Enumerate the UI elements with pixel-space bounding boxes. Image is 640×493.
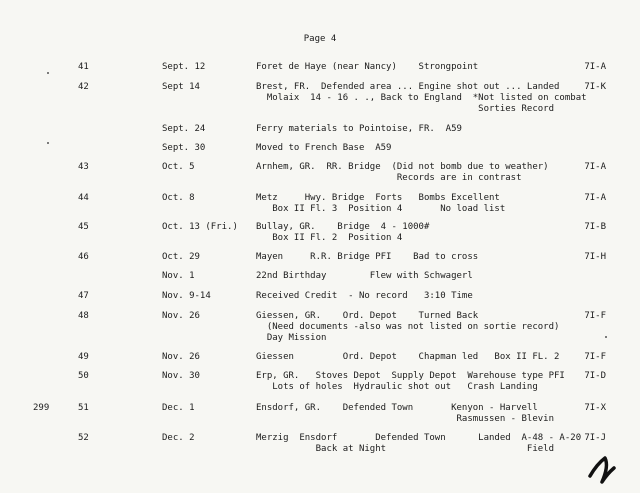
description-line: Rasmussen - Blevin	[256, 414, 555, 424]
entry-number: 50	[78, 371, 89, 381]
description-line: Lots of holes Hydraulic shot out Crash Landing	[256, 382, 538, 392]
entry-code: 7I-J	[584, 433, 606, 443]
entry-date: Oct. 5	[162, 162, 195, 172]
entry-description	[256, 62, 556, 73]
entry-number: 43	[78, 162, 89, 172]
description-line: (Need documents -also was not listed on sortie record)	[256, 322, 560, 332]
entry-date: Nov. 30	[162, 371, 200, 381]
entry-code: 7I-B	[584, 222, 606, 232]
log-entry	[0, 371, 640, 401]
entry-code: 7I-X	[584, 403, 606, 413]
paper-speck	[47, 72, 49, 74]
entry-description	[256, 271, 556, 282]
entry-number: 41	[78, 62, 89, 72]
entry-description	[256, 352, 560, 363]
description-line: Brest, FR. Defended area ... Engine shot out ... Landed	[256, 82, 560, 92]
entry-number: 42	[78, 82, 89, 92]
entry-number: 48	[78, 311, 89, 321]
entry-description	[256, 371, 565, 393]
entry-date: Oct. 13 (Fri.)	[162, 222, 238, 232]
log-entry	[0, 82, 640, 112]
description-line: Erp, GR. Stoves Depot Supply Depot Warehouse type PFI	[256, 371, 565, 381]
entry-description	[256, 124, 556, 135]
entry-number: 45	[78, 222, 89, 232]
page-label: Page 4	[303, 34, 337, 44]
entry-description	[256, 193, 556, 215]
entry-description	[256, 291, 556, 302]
entry-number: 46	[78, 252, 89, 262]
entry-description	[256, 311, 560, 344]
description-line: Sorties Record	[256, 104, 555, 114]
description-line: Back at Night Field	[256, 444, 555, 454]
entry-date: Sept. 24	[162, 124, 206, 134]
entry-number: 44	[78, 193, 89, 203]
entry-number: 47	[78, 291, 89, 301]
description-line: Mayen R.R. Bridge PFI Bad to cross	[256, 252, 479, 262]
side-note: 299	[33, 403, 50, 413]
entry-description	[256, 143, 556, 154]
entry-description	[256, 252, 556, 263]
handwritten-mark	[585, 448, 621, 488]
entry-description	[256, 222, 556, 244]
entry-date: Dec. 2	[162, 433, 195, 443]
description-line: Foret de Haye (near Nancy) Strongpoint	[256, 62, 479, 72]
entry-date: Nov. 26	[162, 311, 200, 321]
description-line: Day Mission	[256, 333, 327, 343]
description-line: Giessen Ord. Depot Chapman led Box II FL. 2	[256, 352, 560, 362]
entry-code: 7I-A	[584, 193, 606, 203]
entry-code: 7I-H	[584, 252, 606, 262]
description-line: Box II Fl. 3 Position 4 No load list	[256, 204, 506, 214]
log-entry	[0, 162, 640, 192]
paper-speck	[47, 142, 49, 144]
entry-description	[256, 433, 582, 455]
description-line: Arnhem, GR. RR. Bridge (Did not bomb due to weather)	[256, 162, 549, 172]
entry-date: Nov. 26	[162, 352, 200, 362]
description-line: Molaix 14 - 16 . ., Back to England *Not listed on combat	[256, 93, 587, 103]
entry-code: 7I-D	[584, 371, 606, 381]
entry-date: Oct. 8	[162, 193, 195, 203]
description-line: Received Credit - No record 3:10 Time	[256, 291, 473, 301]
entry-number: 52	[78, 433, 89, 443]
log-entry	[0, 403, 640, 433]
description-line: Ensdorf, GR. Defended Town Kenyon - Harvell	[256, 403, 538, 413]
log-entry	[0, 222, 640, 252]
entry-code: 7I-K	[584, 82, 606, 92]
log-entry	[0, 311, 640, 341]
entry-date: Sept. 12	[162, 62, 206, 72]
entry-number: 51	[78, 403, 89, 413]
entry-code: 7I-A	[584, 162, 606, 172]
entry-date: Dec. 1	[162, 403, 195, 413]
entry-code: 7I-F	[584, 311, 606, 321]
entry-description	[256, 162, 556, 184]
description-line: Giessen, GR. Ord. Depot Turned Back	[256, 311, 479, 321]
entry-description	[256, 403, 556, 425]
description-line: Box II Fl. 2 Position 4	[256, 233, 403, 243]
description-line: Ferry materials to Pointoise, FR. A59	[256, 124, 462, 134]
entry-code: 7I-F	[584, 352, 606, 362]
entry-date: Nov. 1	[162, 271, 195, 281]
description-line: Bullay, GR. Bridge 4 - 1000#	[256, 222, 430, 232]
description-line: Merzig Ensdorf Defended Town Landed A-48 - A-20	[256, 433, 582, 443]
entry-date: Oct. 29	[162, 252, 200, 262]
description-line: Metz Hwy. Bridge Forts Bombs Excellent	[256, 193, 500, 203]
description-line: Moved to French Base A59	[256, 143, 392, 153]
entry-date: Nov. 9-14	[162, 291, 211, 301]
log-entry	[0, 433, 640, 463]
entry-date: Sept. 30	[162, 143, 206, 153]
description-line: Records are in contrast	[256, 173, 522, 183]
entry-code: 7I-A	[584, 62, 606, 72]
log-entry	[0, 193, 640, 223]
entry-description	[256, 82, 587, 115]
description-line: 22nd Birthday Flew with Schwagerl	[256, 271, 473, 281]
entry-date: Sept 14	[162, 82, 200, 92]
paper-speck	[605, 336, 607, 338]
entry-number: 49	[78, 352, 89, 362]
